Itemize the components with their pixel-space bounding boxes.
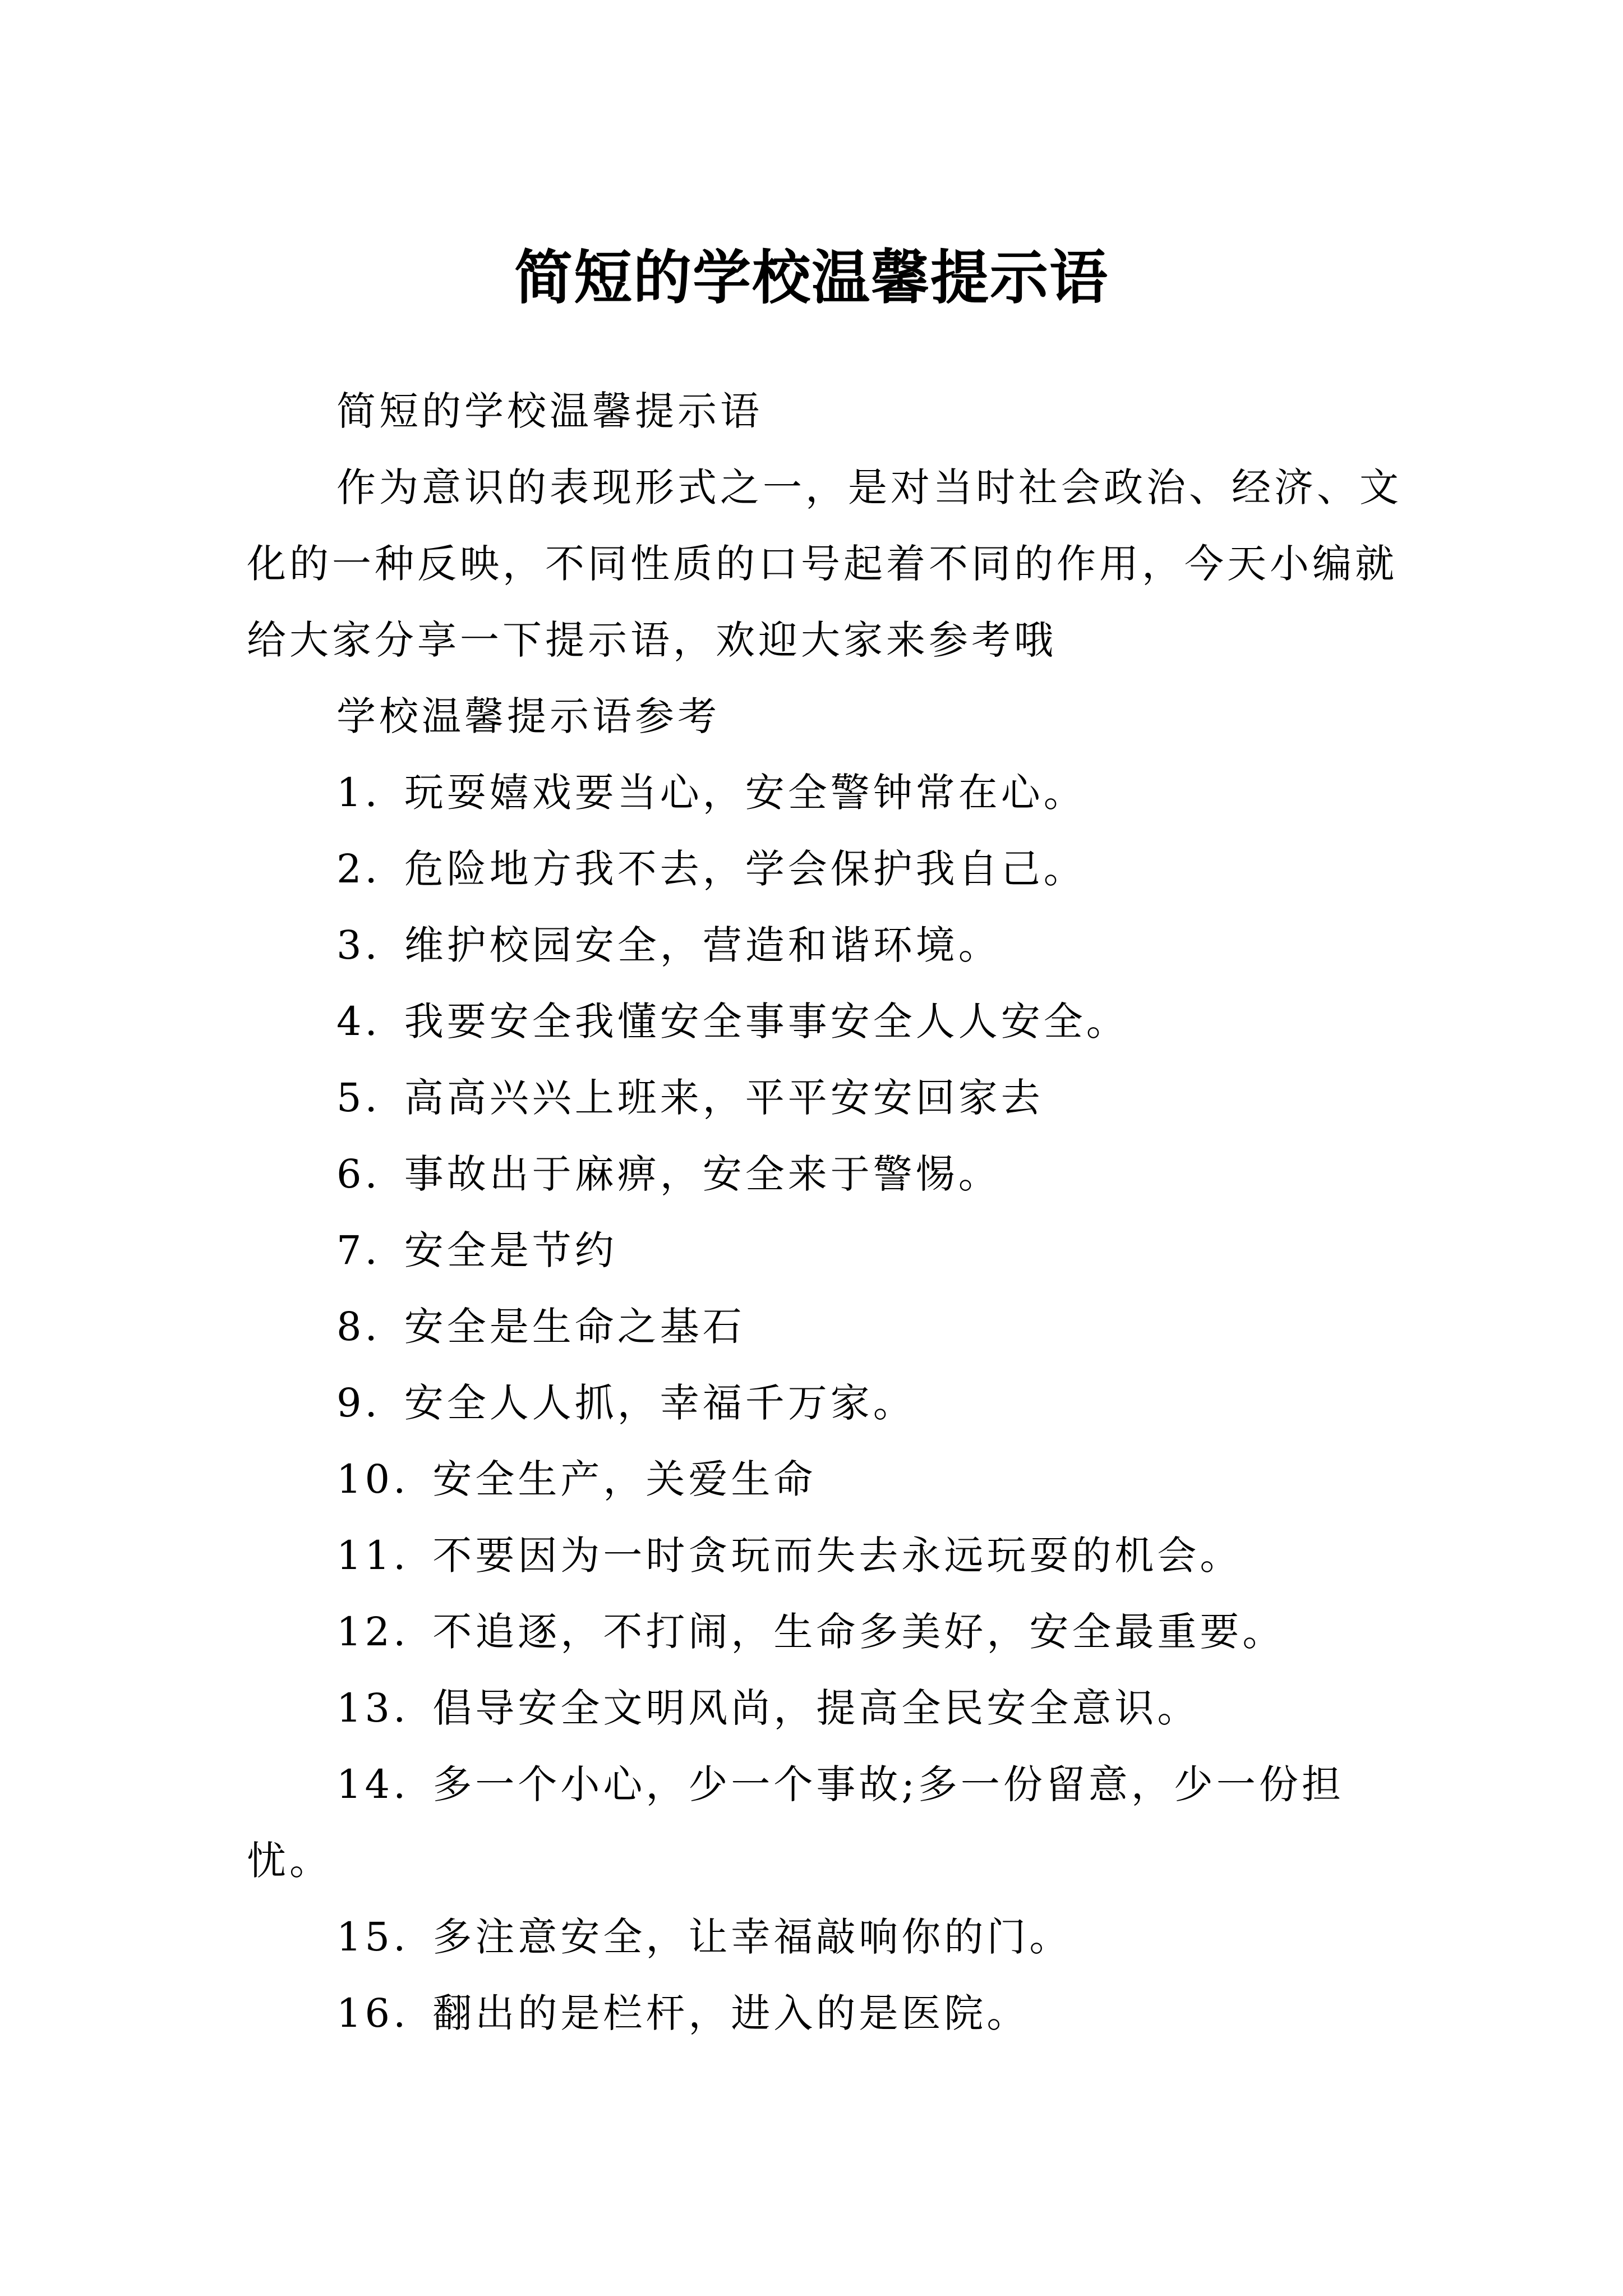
list-item-text: 多一个小心，少一个事故;多一份留意，少一份担忧。	[247, 1761, 1344, 1884]
list-item-text: 翻出的是栏杆，进入的是医院。	[432, 1990, 1030, 2036]
list-item-text: 安全是生命之基石	[404, 1304, 745, 1350]
list-item	[247, 1136, 1402, 1212]
list-item-text: 不要因为一时贪玩而失去永远玩耍的机会。	[432, 1533, 1243, 1579]
list-item-number: 5.	[336, 1075, 381, 1121]
list-item-text: 高高兴兴上班来，平平安安回家去	[404, 1075, 1044, 1121]
list-item-number: 15.	[336, 1914, 409, 1960]
list-item-text: 倡导安全文明风尚，提高全民安全意识。	[432, 1685, 1200, 1731]
list-item-number: 11.	[336, 1533, 409, 1579]
intro-paragraph: 作为意识的表现形式之一，是对当时社会政治、经济、文化的一种反映，不同性质的口号起着不同的作用，今天小编就给大家分享一下提示语，欢迎大家来参考哦	[247, 464, 1402, 663]
document-title: 简短的学校温馨提示语	[514, 242, 1109, 312]
list-item-number: 7.	[336, 1227, 381, 1273]
list-item-number: 4.	[336, 999, 381, 1045]
section-heading: 学校温馨提示语参考	[336, 693, 720, 739]
document-subtitle: 简短的学校温馨提示语	[336, 388, 763, 434]
list-item-text: 维护校园安全，营造和谐环境。	[404, 922, 1001, 968]
list-item-text: 安全人人抓，幸福千万家。	[404, 1380, 916, 1426]
list-item-text: 多注意安全，让幸福敲响你的门。	[432, 1914, 1072, 1960]
list-item-number: 2.	[336, 846, 381, 892]
list-item	[247, 1670, 1402, 1746]
list-item-number: 6.	[336, 1151, 381, 1197]
list-item	[247, 1517, 1402, 1594]
list-item-number: 13.	[336, 1685, 409, 1731]
list-item-number: 12.	[336, 1609, 409, 1655]
list-item	[247, 754, 1402, 831]
list-item-text: 事故出于麻痹，安全来于警惕。	[404, 1151, 1001, 1197]
list-item-text: 安全是节约	[404, 1227, 617, 1273]
list-item	[247, 1975, 1402, 2051]
list-item-text: 玩耍嬉戏要当心，安全警钟常在心。	[404, 770, 1086, 816]
list-item-text: 安全生产，关爱生命	[432, 1456, 817, 1502]
list-item	[247, 983, 1402, 1060]
list-item-number: 1.	[336, 770, 381, 816]
list-item	[247, 1899, 1402, 1975]
list-item-number: 8.	[336, 1304, 381, 1350]
list-item	[247, 907, 1402, 983]
list-item-number: 3.	[336, 922, 381, 968]
list-item	[247, 1594, 1402, 1670]
list-item-number: 10.	[336, 1456, 409, 1502]
list-item-text: 危险地方我不去，学会保护我自己。	[404, 846, 1086, 892]
list-item	[247, 1441, 1402, 1517]
list-item	[247, 831, 1402, 907]
list-item-number: 16.	[336, 1990, 409, 2036]
document-body	[247, 373, 1402, 2051]
list-item-number: 14.	[336, 1761, 409, 1807]
list-item-number: 9.	[336, 1380, 381, 1426]
list-item-text: 不追逐，不打闹，生命多美好，安全最重要。	[432, 1609, 1285, 1655]
tips-list	[247, 754, 1402, 2051]
list-item	[247, 1365, 1402, 1441]
list-item	[247, 1289, 1402, 1365]
list-item	[247, 1060, 1402, 1136]
list-item-text: 我要安全我懂安全事事安全人人安全。	[404, 999, 1129, 1045]
list-item	[247, 1212, 1402, 1289]
list-item	[247, 1746, 1402, 1899]
